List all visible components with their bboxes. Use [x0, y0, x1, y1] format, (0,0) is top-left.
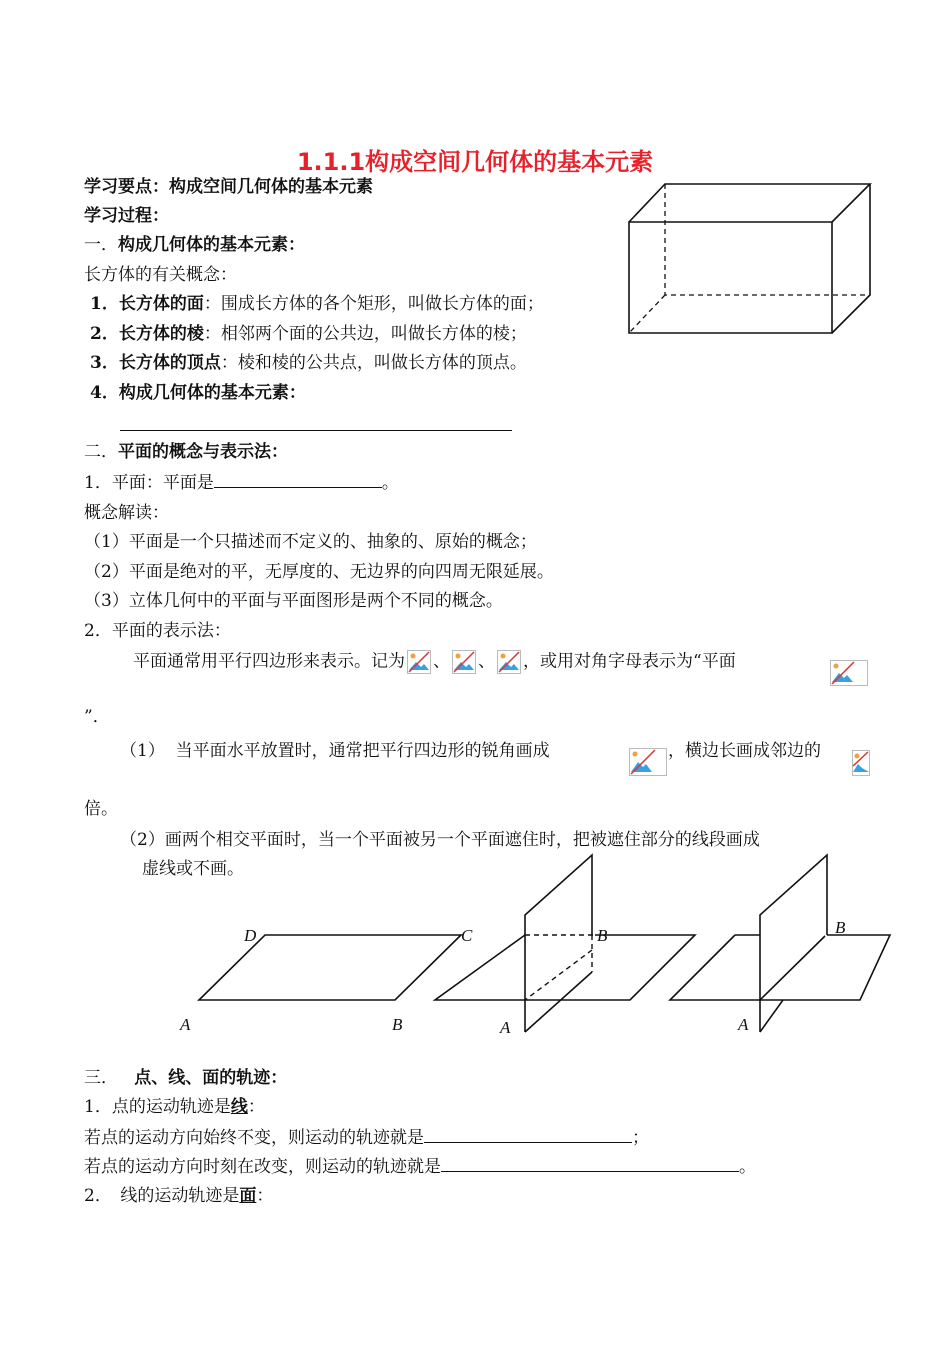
concept-label: 概念解读：	[84, 503, 169, 523]
study-points-text: 构成空间几何体的基本元素	[169, 177, 373, 197]
note-2: （2）平面是绝对的平，无厚度的、无边界的向四周无限延展。	[84, 562, 554, 582]
label-b-2: B	[597, 926, 608, 945]
study-points	[84, 176, 373, 198]
rule-1-c: 倍。	[84, 799, 118, 819]
rule-1: （1） 当平面水平放置时，通常把平行四边形的锐角画成	[120, 741, 550, 761]
answer-blank-plane[interactable]	[214, 471, 382, 488]
note-1: （1）平面是一个只描述而不定义的、抽象的、原始的概念；	[84, 532, 537, 552]
sec1-item-3: 3．长方体的顶点：棱和棱的公共点，叫做长方体的顶点。	[90, 353, 527, 373]
answer-blank-straight[interactable]	[424, 1126, 632, 1143]
sec3-line-4: 2． 线的运动轨迹是面：	[84, 1186, 274, 1206]
study-process: 学习过程：	[84, 206, 169, 226]
sec3-heading: 三． 点、线、面的轨迹：	[84, 1068, 288, 1088]
intersecting-planes-omitted-figure	[665, 850, 895, 1035]
sec3-line-1: 1．点的运动轨迹是线：	[84, 1097, 265, 1117]
sec3-line-3: 若点的运动方向时刻在改变，则运动的轨迹就是 。	[84, 1157, 756, 1177]
label-d: D	[244, 926, 257, 945]
rule-1-b: ，横边长画成邻边的	[668, 741, 821, 761]
label-b: B	[392, 1015, 403, 1034]
label-c: C	[461, 926, 473, 945]
study-points-label: 学习要点：	[84, 177, 169, 197]
sec3-line-2: 若点的运动方向始终不变，则运动的轨迹就是 ；	[84, 1128, 649, 1148]
sec1-heading-text: 构成几何体的基本元素：	[118, 235, 305, 255]
rule-2-b: 虚线或不画。	[142, 859, 244, 879]
plane-parallelogram-figure	[195, 930, 465, 1004]
sec2-p2-line: 平面通常用平行四边形来表示。记为 、 、 ，或用对角字母表示为“平面	[133, 650, 736, 674]
answer-line-1[interactable]	[120, 430, 512, 431]
note-3: （3）立体几何中的平面与平面图形是两个不同的概念。	[84, 591, 503, 611]
cuboid-figure	[620, 178, 880, 340]
broken-image-icon	[629, 748, 667, 776]
label-a-2: A	[500, 1018, 511, 1037]
sec1-item-1: 1．长方体的面：围成长方体的各个矩形，叫做长方体的面；	[90, 294, 544, 314]
label-a: A	[180, 1015, 191, 1034]
broken-image-icon	[830, 660, 868, 686]
rule-2-a: （2）画两个相交平面时，当一个平面被另一个平面遮住时，把被遮住部分的线段画成	[120, 830, 760, 850]
sec2-heading: 二．平面的概念与表示法：	[84, 442, 288, 462]
sec1-heading	[84, 234, 305, 256]
sec1-item-2: 2．长方体的棱：相邻两个面的公共边，叫做长方体的棱；	[90, 324, 527, 344]
sec2-p2: 2．平面的表示法：	[84, 621, 231, 641]
sec1-item-4: 4．构成几何体的基本元素：	[90, 383, 306, 403]
answer-blank-curve[interactable]	[441, 1155, 739, 1172]
sec1-intro: 长方体的有关概念：	[84, 265, 237, 285]
label-a-3: A	[738, 1015, 749, 1034]
broken-image-icon	[407, 650, 431, 674]
broken-image-icon	[452, 650, 476, 674]
sec2-p2-close: ”．	[84, 707, 110, 727]
broken-image-icon	[852, 750, 870, 776]
sec1-heading-num: 一．	[84, 235, 118, 255]
page-title: 1.1.1构成空间几何体的基本元素	[296, 148, 654, 176]
sec2-p1: 1．平面：平面是 。	[84, 473, 399, 493]
intersecting-planes-dashed-figure	[430, 850, 700, 1035]
broken-image-icon	[497, 650, 521, 674]
label-b-3: B	[835, 918, 846, 937]
